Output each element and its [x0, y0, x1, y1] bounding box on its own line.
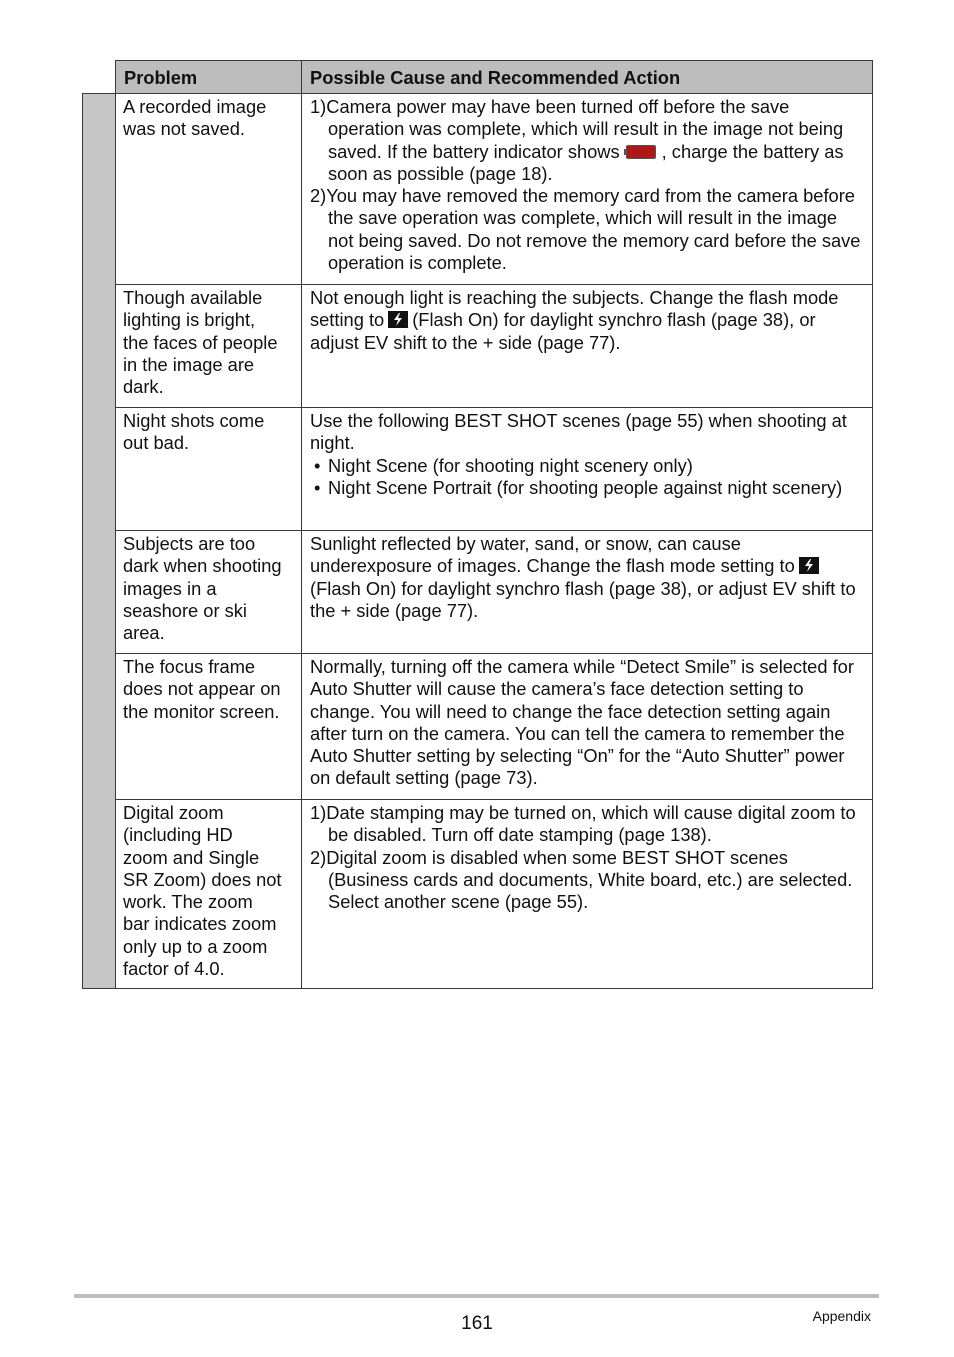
- problem-cell: [116, 654, 302, 800]
- problem-text: zoom and Single: [123, 846, 260, 868]
- page-number: 161: [461, 1313, 493, 1334]
- problem-text: SR Zoom) does not: [123, 868, 282, 890]
- problem-text: work. The zoom: [123, 891, 253, 913]
- cause-text: (Flash On) for daylight synchro flash (page 38), or adjust EV shift to the + side (page 77).: [310, 309, 816, 353]
- table-row: [83, 408, 873, 531]
- problem-cell: [116, 531, 302, 654]
- problem-text: out bad.: [123, 432, 190, 454]
- list-item: • Night Scene Portrait (for shooting people against night scenery): [314, 476, 843, 498]
- problem-text: dark when shooting: [123, 555, 282, 577]
- problem-text: seashore or ski: [123, 599, 247, 621]
- problem-text: (including HD: [123, 824, 233, 846]
- cause-text: (Flash On) for daylight synchro flash (page 38), or adjust EV shift to the + side (page 77).: [310, 577, 856, 621]
- cause-cell: [302, 654, 873, 800]
- problem-text: lighting is bright,: [123, 309, 256, 331]
- cause-cell: [302, 285, 873, 408]
- cause-text: , charge the battery as soon as possible (page 18).: [328, 140, 844, 184]
- table-header-row: [83, 61, 873, 94]
- cause-cell: [302, 94, 873, 285]
- bullet-icon: •: [314, 476, 321, 498]
- table-row: [83, 800, 873, 989]
- problem-cell: [116, 800, 302, 989]
- battery-empty-icon: [624, 144, 658, 160]
- problem-text: Subjects are too: [123, 533, 256, 554]
- section-side-bar: [83, 94, 116, 989]
- flash-on-icon: [388, 311, 408, 328]
- problem-text: only up to a zoom: [123, 935, 268, 957]
- problem-cell: [116, 285, 302, 408]
- problem-text: Though available: [123, 287, 263, 308]
- cause-cell: [302, 800, 873, 989]
- table-row: [83, 654, 873, 800]
- cause-cell: [302, 408, 873, 531]
- cause-text: Normally, turning off the camera while “Detect Smile” is selected for Auto Shutter will cause the camera’s face detection setting to change. You will need to change the face detection setting again after turn on the camera. You can tell the camera to remember the Auto Shutter setting by selecting “On” for the “Auto Shutter” power on default setting (page 73).: [310, 656, 854, 789]
- cause-text: Use the following BEST SHOT scenes (page 55) when shooting at night.: [310, 410, 847, 454]
- cause-item: [310, 96, 866, 185]
- problem-text: bar indicates zoom: [123, 913, 277, 935]
- problem-text: factor of 4.0.: [123, 958, 225, 980]
- problem-cell: [116, 94, 302, 285]
- cause-item: 2)Digital zoom is disabled when some BEST SHOT scenes (Business cards and documents, White board, etc.) are selected. Select another scene (page 55).: [310, 846, 853, 913]
- problem-text: in the image are: [123, 353, 255, 375]
- cause-cell: [302, 531, 873, 654]
- problem-column-header: Problem: [116, 61, 302, 94]
- flash-on-icon: [799, 557, 819, 574]
- problem-text: Night shots come: [123, 410, 265, 431]
- list-item: • Night Scene (for shooting night scenery only): [314, 454, 693, 476]
- problem-text: area.: [123, 622, 165, 644]
- cause-text: Sunlight reflected by water, sand, or snow, can cause underexposure of images. Change the flash mode setting to: [310, 533, 795, 577]
- cause-item: 1)Date stamping may be turned on, which will cause digital zoom to be disabled. Turn off date stamping (page 138).: [310, 802, 856, 846]
- table-row: [83, 531, 873, 654]
- cause-item: 2)You may have removed the memory card from the camera before the save operation was complete, which will result in the image not being saved. Do not remove the memory card before the save operation is complete.: [310, 185, 861, 274]
- cause-text: 1)Camera power may have been turned off before the save operation was complete, which will result in the image not being saved. If the battery indicator shows: [310, 96, 844, 162]
- problem-text: does not appear on: [123, 678, 281, 700]
- section-label: Appendix: [812, 1308, 871, 1324]
- table-row: [83, 94, 873, 285]
- problem-text: Digital zoom: [123, 802, 224, 823]
- footer-divider: [74, 1294, 879, 1298]
- problem-text: dark.: [123, 376, 164, 398]
- problem-text: The focus frame: [123, 656, 256, 677]
- problem-text: was not saved.: [123, 118, 245, 140]
- troubleshooting-table: [82, 60, 873, 989]
- bullet-icon: •: [314, 454, 321, 476]
- problem-text: the faces of people: [123, 331, 278, 353]
- cause-column-header: Possible Cause and Recommended Action: [302, 61, 873, 94]
- problem-text: the monitor screen.: [123, 700, 280, 722]
- cause-text: Not enough light is reaching the subjects. Change the flash mode setting to: [310, 287, 839, 331]
- table-row: [83, 285, 873, 408]
- problem-text: A recorded image: [123, 96, 267, 117]
- problem-text: images in a: [123, 577, 217, 599]
- problem-cell: [116, 408, 302, 531]
- header-spacer: [83, 61, 116, 94]
